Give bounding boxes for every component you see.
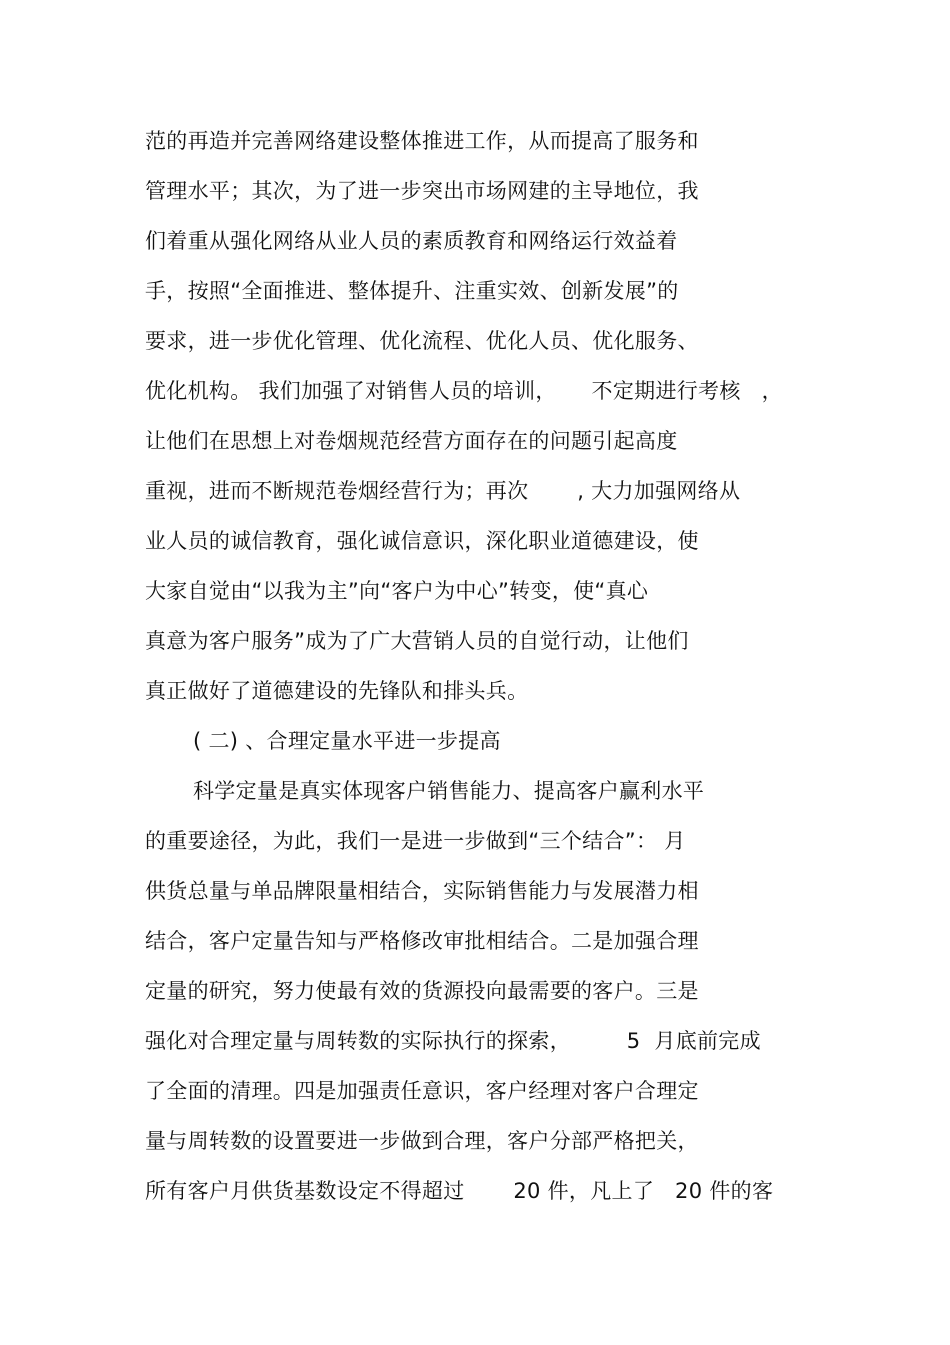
text-line: 量与周转数的设置要进一步做到合理，客户分部严格把关， [145,1129,699,1153]
text-line: 优化机构。 我们加强了对销售人员的培训， 不定期进行考核 ， [145,379,783,403]
text-line: 强化对合理定量与周转数的实际执行的探索， 5 月底前完成 [145,1029,761,1053]
text-line: 重视，进而不断规范卷烟经营行为；再次 , 大力加强网络从 [145,479,741,503]
text-line: 了全面的清理。四是加强责任意识，客户经理对客户合理定 [145,1079,699,1103]
text-line: 范的再造并完善网络建设整体推进工作，从而提高了服务和 [145,129,699,153]
text-line: 大家自觉由“以我为主”向“客户为中心”转变，使“真心 [145,579,649,603]
section-heading: ( 二) 、合理定量水平进一步提高 [193,729,501,753]
text-line: 手，按照“全面推进、整体提升、注重实效、创新发展”的 [145,279,679,303]
text-line: 供货总量与单品牌限量相结合，实际销售能力与发展潜力相 [145,879,699,903]
text-line: 管理水平；其次，为了进一步突出市场网建的主导地位，我 [145,179,699,203]
text-line: 要求，进一步优化管理、优化流程、优化人员、优化服务、 [145,329,699,353]
text-line: 定量的研究，努力使最有效的货源投向最需要的客户。三是 [145,979,699,1003]
text-line: 的重要途径，为此，我们一是进一步做到“三个结合”： 月 [145,829,686,853]
text-line: 业人员的诚信教育，强化诚信意识，深化职业道德建设，使 [145,529,699,553]
text-line: 让他们在思想上对卷烟规范经营方面存在的问题引起高度 [145,429,678,453]
text-line: 真意为客户服务”成为了广大营销人员的自觉行动，让他们 [145,629,689,653]
text-line: 们着重从强化网络从业人员的素质教育和网络运行效益着 [145,229,678,253]
text-line: 所有客户月供货基数设定不得超过 20 件，凡上了 20 件的客 [145,1179,774,1203]
text-line: 科学定量是真实体现客户销售能力、提高客户赢利水平 [193,779,705,803]
text-line: 结合，客户定量告知与严格修改审批相结合。二是加强合理 [145,929,699,953]
text-line: 真正做好了道德建设的先锋队和排头兵。 [145,679,529,703]
